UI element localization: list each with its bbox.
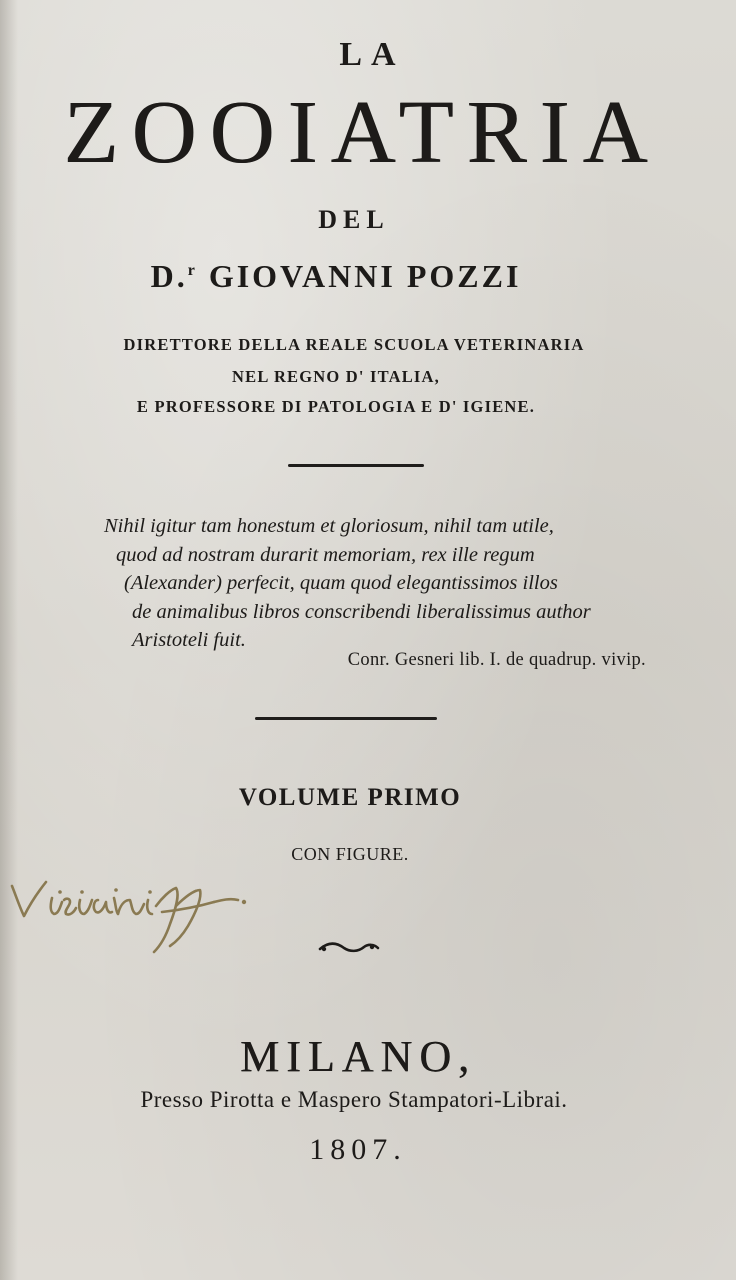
author-name: GIOVANNI POZZI — [208, 258, 522, 294]
epigraph-line: (Alexander) perfecit, quam quod elegantissimos illos — [124, 572, 558, 594]
book-title: ZOOIATRIA — [63, 83, 661, 182]
author-line — [0, 258, 704, 295]
epigraph — [104, 512, 644, 655]
imprint-city: MILANO, — [240, 1032, 476, 1081]
epigraph-citation: Conr. Gesneri lib. I. de quadrup. vivip. — [347, 650, 646, 670]
author-prefix-superscript: r — [187, 262, 198, 279]
title-article: LA — [339, 36, 405, 73]
author-prefix: D. — [150, 258, 188, 294]
divider-rule — [255, 717, 437, 720]
epigraph-line: quod ad nostram durarit memoriam, rex ille regum — [116, 543, 535, 566]
title-preposition: DEL — [318, 205, 390, 234]
epigraph-line: Aristoteli fuit. — [132, 629, 246, 651]
author-description-line: E PROFESSORE DI PATOLOGIA E D' IGIENE. — [136, 397, 536, 416]
author-description-line: DIRETTORE DELLA REALE SCUOLA VETERINARIA — [123, 335, 585, 354]
volume-label: VOLUME PRIMO — [238, 784, 462, 811]
divider-rule — [288, 464, 424, 467]
figures-note: CON FIGURE. — [291, 844, 409, 864]
epigraph-line: de animalibus libros conscribendi liberalissimus author — [132, 600, 591, 623]
epigraph-line: Nihil igitur tam honestum et gloriosum, nihil tam utile, — [104, 515, 554, 537]
imprint-publisher: Presso Pirotta e Maspero Stampatori-Librai. — [140, 1087, 568, 1112]
handwritten-signature — [0, 868, 280, 958]
imprint-year: 1807. — [309, 1133, 407, 1166]
author-description-line: NEL REGNO D' ITALIA, — [232, 367, 440, 386]
ornament-flourish — [316, 936, 380, 960]
